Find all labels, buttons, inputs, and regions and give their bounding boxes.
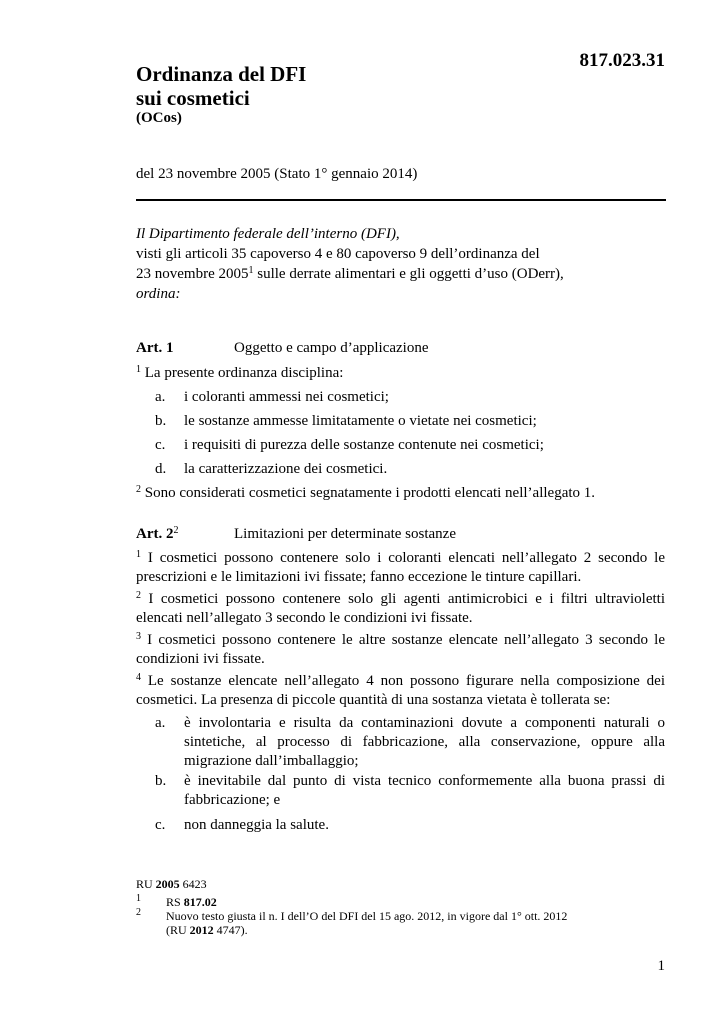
page-number: 1	[657, 958, 665, 974]
paragraph-number: 4	[136, 672, 141, 683]
art2-title: Limitazioni per determinate sostanze	[234, 526, 456, 542]
footnote-number: 1	[136, 893, 141, 904]
title-line-1: Ordinanza del DFI	[136, 62, 307, 86]
footnote-text	[166, 909, 666, 937]
footnote-bold: 2012	[189, 923, 214, 937]
art1-paragraph-2	[136, 484, 665, 503]
item-text: è inevitabile dal punto di vista tecnico conformemente alla buona prassi di fabbricazione; e	[184, 773, 665, 808]
item-letter: a.	[155, 715, 166, 731]
paragraph-number: 2	[136, 590, 141, 601]
item-letter: c.	[155, 817, 166, 833]
item-text: è involontaria e risulta da contaminazioni dovute a componenti naturali o sintetiche, al processo di fabbricazione, alla conservazione, oppure alla migrazione dall’imballaggio;	[184, 715, 665, 769]
art2-heading	[136, 526, 666, 543]
item-letter: c.	[155, 437, 166, 453]
paragraph-text: I cosmetici possono contenere solo gli agenti antimicrobici e i filtri ultravioletti elencati nell’allegato 3 secondo le condizioni ivi fissate.	[136, 591, 665, 626]
footnote-text	[166, 895, 666, 909]
item-text: non danneggia la salute.	[184, 817, 329, 833]
preamble-visti-1: visti gli articoli 35 capoverso 4 e 80 capoverso 9 dell’ordinanza del	[136, 246, 540, 262]
item-text: i requisiti di purezza delle sostanze contenute nei cosmetici;	[184, 437, 544, 453]
horizontal-rule	[136, 199, 666, 201]
art1-heading	[136, 340, 666, 357]
short-title: (OCos)	[136, 110, 182, 126]
paragraph-number: 1	[136, 549, 141, 560]
art1-title: Oggetto e campo d’applicazione	[234, 340, 429, 356]
art2-paragraph-2	[136, 590, 665, 628]
paragraph-number: 3	[136, 631, 141, 642]
item-text: la caratterizzazione dei cosmetici.	[184, 461, 388, 477]
item-text: le sostanze ammesse limitatamente o vietate nei cosmetici;	[184, 413, 537, 429]
preamble-visti-2b: sulle derrate alimentari e gli oggetti d’uso (ODerr),	[253, 266, 564, 282]
paragraph-text: I cosmetici possono contenere solo i coloranti elencati nell’allegato 2 secondo le prescrizioni e le limitazioni ivi fissate; fanno eccezione le tinture capillari.	[136, 550, 665, 585]
paragraph-number: 1	[136, 364, 141, 375]
date-line: del 23 novembre 2005 (Stato 1° gennaio 2014)	[136, 166, 418, 182]
preamble-visti-2	[136, 264, 666, 284]
paragraph-number: 2	[136, 484, 141, 495]
item-letter: b.	[155, 773, 167, 789]
art1-paragraph-1	[136, 364, 665, 383]
art2-number-text: Art. 2	[136, 526, 174, 542]
footnote-ref-1[interactable]: 1	[248, 265, 254, 276]
art2-number	[136, 526, 234, 543]
footnote-line-1: Nuovo testo giusta il n. I dell’O del DFI del 15 ago. 2012, in vigore dal 1° ott. 2012	[166, 909, 568, 923]
preamble-authority: Il Dipartimento federale dell’interno (DFI),	[136, 226, 400, 242]
paragraph-text: Le sostanze elencate nell’allegato 4 non possono figurare nella composizione dei cosmetici. La presenza di piccole quantità di una sostanza vietata è tollerata se:	[136, 673, 665, 708]
footnote-pre: (RU	[166, 923, 190, 937]
item-letter: a.	[155, 389, 166, 405]
art2-paragraph-3	[136, 631, 665, 669]
sr-number: 817.023.31	[579, 50, 665, 71]
preamble-ordina: ordina:	[136, 286, 181, 302]
paragraph-text: I cosmetici possono contenere le altre sostanze elencate nell’allegato 3 secondo le condizioni ivi fissate.	[136, 632, 665, 667]
item-letter: b.	[155, 413, 167, 429]
art1-number: Art. 1	[136, 340, 174, 356]
paragraph-text: La presente ordinanza disciplina:	[141, 365, 344, 381]
document-title	[136, 62, 306, 110]
ru-year: 2005	[155, 877, 180, 891]
title-line-2: sui cosmetici	[136, 86, 250, 110]
preamble-visti-2a: 23 novembre 2005	[136, 266, 249, 282]
item-text: i coloranti ammessi nei cosmetici;	[184, 389, 389, 405]
footnote-bold: 817.02	[183, 895, 217, 909]
art2-paragraph-1	[136, 549, 665, 587]
item-letter: d.	[155, 461, 167, 477]
footnote-number: 2	[136, 907, 141, 918]
footnote-post: 4747).	[213, 923, 248, 937]
footnote-pre: RS	[166, 895, 184, 909]
art2-paragraph-4	[136, 672, 665, 710]
ru-prefix: RU	[136, 877, 156, 891]
ru-page: 6423	[179, 877, 207, 891]
ru-reference	[136, 877, 207, 892]
preamble	[136, 224, 666, 304]
paragraph-text: Sono considerati cosmetici segnatamente i prodotti elencati nell’allegato 1.	[141, 485, 596, 501]
footnote-ref-2[interactable]: 2	[173, 525, 179, 536]
footnote-line-2	[166, 923, 666, 937]
